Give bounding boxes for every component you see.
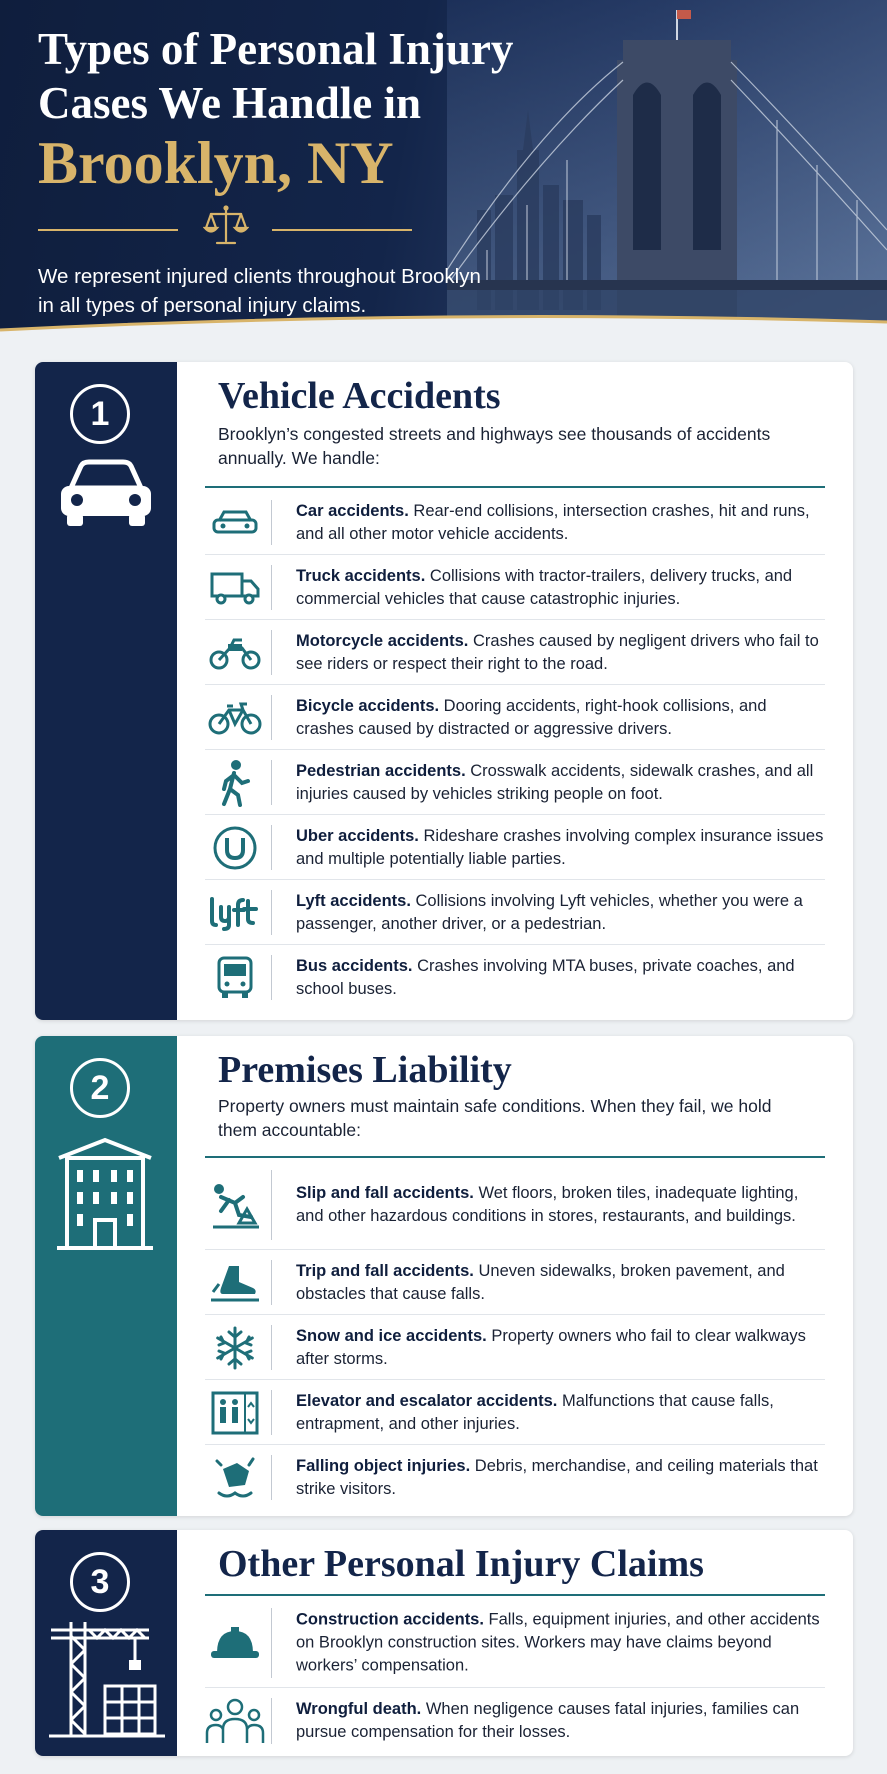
building-icon	[55, 1136, 155, 1254]
header-subtitle: We represent injured clients throughout Brooklyn in all types of personal injury claims.	[38, 265, 481, 317]
truck-icon	[209, 569, 261, 607]
bus-icon	[216, 955, 254, 1001]
car-front-icon	[53, 454, 159, 534]
item-text: Crosswalk accidents, sidewalk crashes, and all injuries caused by vehicles striking people on foot.	[296, 761, 814, 803]
item-title: Elevator and escalator accidents.	[296, 1391, 558, 1410]
trip-fall-icon	[209, 1262, 261, 1304]
list-item	[205, 1445, 825, 1510]
item-text: Rideshare crashes involving complex insurance issues and multiple potentially liable parties.	[296, 826, 824, 868]
item-title: Falling object injuries.	[296, 1456, 471, 1475]
item-title: Car accidents.	[296, 501, 409, 520]
section-intro: Brooklyn’s congested streets and highways see thousands of accidents annually. We handle:	[218, 424, 771, 468]
item-title: Trip and fall accidents.	[296, 1261, 474, 1280]
list-item	[205, 685, 825, 750]
title-rule-right	[272, 229, 412, 231]
hard-hat-icon	[209, 1623, 261, 1663]
item-text: Uneven sidewalks, broken pavement, and obstacles that cause falls.	[296, 1261, 785, 1303]
section-band	[35, 362, 177, 1020]
item-text: Dooring accidents, right-hook collisions, and crashes caused by distracted or aggressive drivers.	[296, 696, 767, 738]
item-text: When negligence causes fatal injuries, families can pursue compensation for their losses.	[296, 1700, 800, 1741]
list-item	[205, 1315, 825, 1380]
item-text: Property owners who fail to clear walkways after storms.	[296, 1326, 806, 1368]
uber-icon	[212, 825, 258, 871]
section-other-claims	[35, 1530, 853, 1756]
item-title: Slip and fall accidents.	[296, 1184, 474, 1202]
section-title: Premises Liability	[218, 1049, 512, 1091]
section-title: Vehicle Accidents	[218, 375, 501, 417]
item-title: Motorcycle accidents.	[296, 631, 469, 650]
list-item	[205, 1250, 825, 1315]
item-text: Rear-end collisions, intersection crashes, hit and runs, and all other motor vehicle accidents.	[296, 501, 810, 543]
list-item	[205, 620, 825, 685]
item-title: Lyft accidents.	[296, 891, 411, 910]
car-icon	[211, 508, 259, 538]
item-title: Pedestrian accidents.	[296, 761, 466, 780]
list-item	[205, 1598, 825, 1688]
item-title: Construction accidents.	[296, 1610, 484, 1629]
item-title: Snow and ice accidents.	[296, 1326, 487, 1345]
section-intro: Property owners must maintain safe conditions. When they fail, we hold them accountable:	[218, 1096, 772, 1140]
section-title: Other Personal Injury Claims	[218, 1543, 704, 1585]
bicycle-icon	[207, 700, 263, 736]
item-text: Crashes involving MTA buses, private coaches, and school buses.	[296, 956, 795, 998]
item-text: Debris, merchandise, and ceiling materials that strike visitors.	[296, 1456, 818, 1498]
title-highlight: Brooklyn, NY	[38, 130, 394, 196]
lyft-icon	[208, 895, 262, 931]
list-item	[205, 750, 825, 815]
item-title: Bus accidents.	[296, 956, 413, 975]
family-icon	[205, 1697, 265, 1745]
item-text: Crashes caused by negligent drivers who fail to see riders or respect their right to the road.	[296, 631, 819, 673]
slip-fall-icon	[209, 1181, 261, 1229]
item-text: Malfunctions that cause falls, entrapment, and other injuries.	[296, 1391, 774, 1433]
section-divider	[205, 486, 825, 488]
list-item	[205, 1160, 825, 1250]
snowflake-icon	[213, 1326, 257, 1370]
header-wave	[0, 300, 887, 340]
list-item	[205, 1688, 825, 1754]
falling-object-icon	[213, 1455, 257, 1501]
section-number: 1	[70, 384, 130, 444]
item-title: Uber accidents.	[296, 826, 419, 845]
scales-of-justice-icon	[203, 203, 249, 249]
item-text: Wet floors, broken tiles, inadequate lighting, and other hazardous conditions in stores, restaurants, and buildings.	[296, 1184, 799, 1225]
title-line-2: Cases We Handle in	[38, 78, 421, 128]
list-item	[205, 945, 825, 1010]
list-item	[205, 490, 825, 555]
section-divider	[205, 1594, 825, 1596]
title-line-1: Types of Personal Injury	[38, 24, 514, 74]
construction-crane-icon	[49, 1616, 165, 1740]
title-rule-left	[38, 229, 178, 231]
section-divider	[205, 1156, 825, 1158]
item-text: Collisions involving Lyft vehicles, whether you were a passenger, another driver, or a pedestrian.	[296, 891, 803, 933]
item-title: Wrongful death.	[296, 1700, 422, 1718]
list-item	[205, 1380, 825, 1445]
item-title: Bicycle accidents.	[296, 696, 440, 715]
section-premises-liability	[35, 1036, 853, 1516]
item-title: Truck accidents.	[296, 566, 426, 585]
header-banner	[0, 0, 887, 340]
list-item	[205, 815, 825, 880]
list-item	[205, 555, 825, 620]
section-number: 3	[70, 1552, 130, 1612]
section-band	[35, 1036, 177, 1516]
section-band	[35, 1530, 177, 1756]
item-text: Collisions with tractor-trailers, delivery trucks, and commercial vehicles that cause catastrophic injuries.	[296, 566, 793, 608]
elevator-icon	[211, 1391, 259, 1435]
list-item	[205, 880, 825, 945]
section-number: 2	[70, 1058, 130, 1118]
item-text: Falls, equipment injuries, and other accidents on Brooklyn construction sites. Workers may have claims beyond workers’ compensation.	[296, 1610, 820, 1675]
section-vehicle-accidents	[35, 362, 853, 1020]
motorcycle-icon	[208, 634, 262, 672]
pedestrian-icon	[218, 759, 252, 807]
